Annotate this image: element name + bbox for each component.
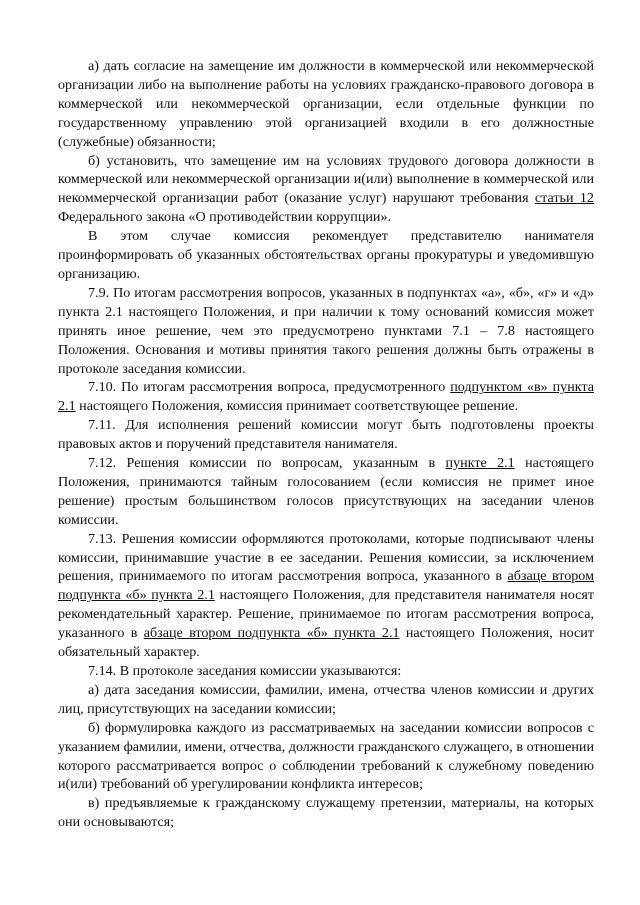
paragraph-violation — [58, 152, 594, 228]
paragraph-text: а) дата заседания комиссии, фамилии, имена, отчества членов комиссии и других лиц, присутствующих на заседании комиссии; — [58, 681, 594, 717]
paragraph-text: 7.9. По итогам рассмотрения вопросов, указанных в подпунктах «а», «б», «г» и «д» пункта 2.1 настоящего Положения, и при наличии к тому оснований комиссия может принять иное решение, чем это предусмотрено пунктами 7.1 – 7.8 настоящего Положения. Основания и мотивы принятия такого решения должны быть отражены в протоколе заседания комиссии. — [58, 284, 594, 377]
paragraph-text: настоящего Положения, принимаются тайным голосованием (если комиссия не примет иное решение) простым большинством голосов присутствующих на заседании членов комиссии. — [58, 455, 594, 528]
paragraph-item-a — [58, 681, 594, 719]
paragraph-7-13 — [58, 530, 594, 662]
paragraph-text: 7.12. Решения комиссии по вопросам, указанным в — [88, 455, 446, 472]
paragraph-prosecutor-notice — [58, 227, 594, 284]
reference-link[interactable]: статьи 12 — [534, 190, 594, 207]
paragraph-text: В этом случае комиссия рекомендует представителю нанимателя проинформировать об указанных обстоятельствах органы прокуратуры и уведомившую организацию. — [58, 228, 594, 282]
paragraph-item-b — [58, 719, 594, 795]
paragraph-text: настоящего Положения, комиссия принимает соответствующее решение. — [75, 398, 519, 415]
paragraph-text: Федерального закона «О противодействии коррупции». — [58, 209, 392, 226]
paragraph-7-12 — [58, 454, 594, 530]
paragraph-text: 7.13. Решения комиссии оформляются протоколами, которые подписывают члены комиссии, принимавшие участие в ее заседании. Решения комиссии, за исключением решения, принимаемого по итогам рассмотрения вопроса, указанного в — [58, 530, 594, 585]
paragraph-text: 7.11. Для исполнения решений комиссии могут быть подготовлены проекты правовых актов и поручений представителя нанимателя. — [58, 417, 594, 453]
paragraph-7-11 — [58, 416, 594, 454]
paragraph-item-c — [58, 794, 594, 832]
paragraph-text: б) установить, что замещение им на условиях трудового договора должности в коммерческой или некоммерческой организации и(или) выполнение в коммерческой или некоммерческой организации работ (оказание услуг) нарушают требования — [58, 152, 594, 207]
paragraph-text: 7.14. В протоколе заседания комиссии указываются: — [88, 663, 402, 679]
paragraph-text: а) дать согласие на замещение им должности в коммерческой или некоммерческой организации либо на выполнение работы на условиях гражданско-правового договора в коммерческой или некоммерческой организации, если отдельные функции по государственному управлению этой организацией входили в его должностные (служебные) обязанности; — [58, 58, 594, 150]
paragraph-text: в) предъявляемые к гражданскому служащему претензии, материалы, на которых они основываются; — [58, 795, 594, 831]
reference-link[interactable]: абзаце втором подпункта «б» пункта 2.1 — [58, 568, 595, 604]
paragraph-text: настоящего Положения, для представителя нанимателя носят рекомендательный характер. Решение, принимаемое по итогам рассмотрения вопроса, указанного в — [58, 587, 594, 642]
paragraph-7-10 — [58, 378, 594, 416]
paragraph-7-9 — [58, 284, 594, 379]
reference-link[interactable]: подпунктом «в» пункта 2.1 — [58, 379, 594, 415]
paragraph-consent — [58, 57, 594, 152]
paragraph-text: 7.10. По итогам рассмотрения вопроса, предусмотренного — [88, 379, 451, 396]
paragraph-7-14 — [58, 662, 594, 681]
paragraph-text: настоящего Положения, носит обязательный характер. — [58, 625, 594, 661]
paragraph-text: б) формулировка каждого из рассматриваемых на заседании комиссии вопросов с указанием фамилии, имени, отчества, должности гражданского служащего, в отношении которого рассматривается вопрос о соблюдении требований к служебному поведению и(или) требований об урегулировании конфликта интересов; — [58, 719, 594, 793]
reference-link[interactable]: пункте 2.1 — [445, 455, 515, 472]
reference-link[interactable]: абзаце втором подпункта «б» пункта 2.1 — [143, 625, 400, 642]
